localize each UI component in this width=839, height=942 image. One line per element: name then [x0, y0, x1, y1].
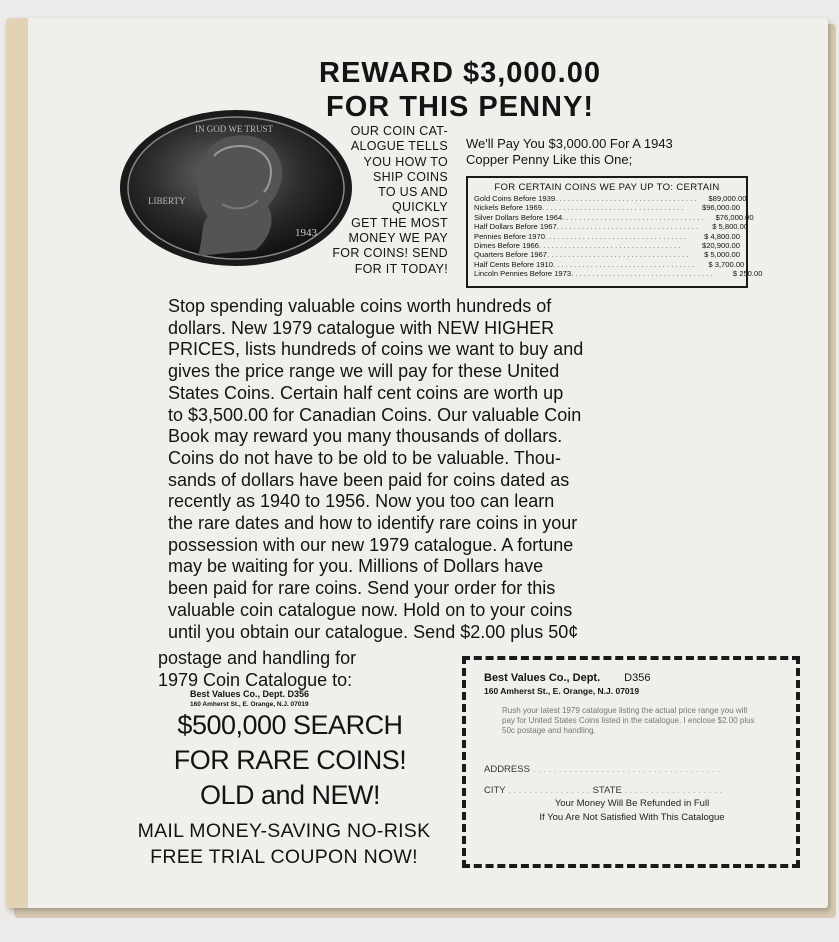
coupon-dept: D356 [624, 672, 651, 684]
body-line: until you obtain our catalogue. Send $2.00 plus 50¢ [168, 621, 579, 642]
mail-line: FREE TRIAL COUPON NOW! [150, 846, 418, 868]
coupon-fine-print: Rush your latest 1979 catalogue listing the actual price range you will pay for United States Coins listed in the catalogue. I enclose $2.00 plus 50c postage and handling. [502, 706, 755, 735]
price-item: Gold Coins Before 1939 [474, 194, 556, 203]
price-item: Lincoln Pennies Before 1973 [474, 269, 572, 279]
mail-line: MAIL MONEY-SAVING NO-RISK [137, 820, 431, 842]
catalogue-tells-text [330, 124, 448, 277]
address-field[interactable]: ADDRESS . . . . . . . . . . . . . . . . . . . . . . . . . . . . . . . . . . . . [484, 764, 720, 775]
city-state-field[interactable]: CITY . . . . . . . . . . . . . . . . STATE . . . . . . . . . . . . . . . . . . . [484, 785, 723, 796]
price-amount: $96,000.00 [701, 203, 740, 213]
price-amount: $ 5,000.00 [704, 250, 740, 260]
tells-line: YOU HOW TO [363, 154, 448, 169]
price-item: Silver Dollars Before 1964 [474, 212, 563, 222]
price-row: Quarters Before 1967 . . . . . . . . . . . . . . . . . . . . . . . . . . . . . . . . . . $ 5,000.00 [474, 250, 740, 260]
tells-line: MONEY WE PAY [348, 231, 448, 246]
body-line: possession with our new 1979 catalogue. A fortune [168, 534, 574, 555]
slogan-line: $500,000 SEARCH [177, 710, 403, 740]
tells-line: ALOGUE TELLS [350, 139, 448, 154]
price-row: Gold Coins Before 1939 . . . . . . . . . . . . . . . . . . . . . . . . . . . . . . . . . . $89,000.00 [474, 194, 747, 203]
price-list-title: FOR CERTAIN COINS WE PAY UP TO: CERTAIN [494, 182, 720, 193]
body-line: Book may reward you many thousands of dollars. [168, 426, 563, 447]
refund-line-1: Your Money Will Be Refunded in Full [554, 798, 710, 809]
body-copy [168, 296, 752, 643]
coin-top-text: IN GOD WE TRUST [195, 124, 273, 134]
body-line: States Coins. Certain half cent coins are worth up [168, 382, 564, 403]
mailing-address [190, 690, 309, 709]
tells-line: FOR COINS! SEND [332, 246, 448, 261]
price-item: Nickels Before 1969 [474, 203, 542, 213]
body-line: PRICES, lists hundreds of coins we want to buy and [168, 339, 584, 360]
slogan-line: FOR RARE COINS! [173, 745, 407, 775]
tells-line: TO US AND [378, 185, 448, 200]
address-line-2: 160 Amherst St., E. Orange, N.J. 07019 [190, 700, 309, 708]
body-line: to $3,500.00 for Canadian Coins. Our valuable Coin [168, 404, 582, 425]
city-label: CITY [484, 785, 506, 796]
pay-line: Copper Penny Like this One; [466, 152, 633, 167]
price-row: Pennies Before 1970 . . . . . . . . . . . . . . . . . . . . . . . . . . . . . . . . . . $ 4,800.00 [474, 231, 740, 241]
search-slogan [130, 708, 450, 813]
tells-line: SHIP COINS [372, 169, 448, 184]
tells-line: FOR IT TODAY! [354, 261, 448, 276]
body-line: sands of dollars have been paid for coins dated as [168, 469, 570, 490]
price-row: Lincoln Pennies Before 1973 . . . . . . . . . . . . . . . . . . . . . . . . . . . . . . . . . . $ 250.00 [474, 269, 763, 279]
page-edge [6, 18, 28, 908]
order-coupon [462, 656, 800, 868]
price-item: Half Dollars Before 1967 [474, 222, 557, 232]
pay-line: We'll Pay You $3,000.00 For A 1943 [466, 136, 673, 151]
address-line-1: Best Values Co., Dept. D356 [190, 689, 310, 699]
body-line: Stop spending valuable coins worth hundreds of [168, 296, 552, 316]
body-line: valuable coin catalogue now. Hold on to your coins [168, 599, 573, 620]
price-amount: $ 5,800.00 [712, 222, 749, 232]
body-line: dollars. New 1979 catalogue with NEW HIGHER [168, 317, 555, 338]
price-row: Half Cents Before 1910 . . . . . . . . . . . . . . . . . . . . . . . . . . . . . . . . . . $ 3,700.00 [474, 259, 745, 269]
tells-line: OUR COIN CAT- [350, 124, 448, 138]
price-item: Half Cents Before 1910 [474, 259, 553, 269]
price-amount: $20,900.00 [701, 241, 740, 251]
pay-offer-text [466, 136, 766, 168]
coupon-company-name: Best Values Co., Dept. [484, 672, 601, 684]
price-amount: $76,000.00 [715, 212, 754, 222]
body-line: Coins do not have to be old to be valuable. Thou- [168, 447, 561, 468]
body-line: the rare dates and how to identify rare coins in your [168, 513, 578, 534]
price-row: Half Dollars Before 1967 . . . . . . . . . . . . . . . . . . . . . . . . . . . . . . . . . . $ 5,800.00 [474, 222, 749, 232]
body-line: gives the price range we will pay for these United [168, 361, 560, 382]
tells-line: QUICKLY [391, 200, 448, 215]
body-line: 1979 Coin Catalogue to: [158, 669, 353, 690]
body-line: postage and handling for [158, 648, 357, 668]
penny-coin-image [118, 108, 354, 268]
body-copy-continued [158, 648, 448, 691]
state-label: STATE [592, 785, 622, 796]
price-amount: $ 4,800.00 [704, 231, 740, 241]
coupon-address: 160 Amherst St., E. Orange, N.J. 07019 [484, 686, 640, 696]
coupon-company [484, 672, 780, 684]
headline-line-2: FOR THIS PENNY! [326, 91, 594, 123]
price-amount: $89,000.00 [708, 194, 747, 203]
price-item: Quarters Before 1967 [474, 250, 548, 260]
price-amount: $ 3,700.00 [708, 259, 745, 269]
mail-coupon-callout [104, 818, 464, 870]
price-row: Silver Dollars Before 1964 . . . . . . . . . . . . . . . . . . . . . . . . . . . . . . . . . . $76,000.00 [474, 212, 754, 222]
slogan-line: OLD and NEW! [199, 780, 381, 810]
coin-year: 1943 [295, 227, 317, 239]
price-row: Dimes Before 1966 . . . . . . . . . . . . . . . . . . . . . . . . . . . . . . . . . . $20,900.00 [474, 241, 740, 251]
body-line: may be waiting for you. Millions of Dollars have [168, 556, 544, 577]
price-list-box [466, 176, 763, 288]
price-item: Dimes Before 1966 [474, 241, 540, 251]
coin-left-text: LIBERTY [148, 196, 186, 206]
body-line: been paid for rare coins. Send your order for this [168, 578, 556, 599]
headline-line-1: REWARD $3,000.00 [319, 57, 601, 89]
tells-line: GET THE MOST [351, 215, 448, 230]
body-line: recently as 1940 to 1956. Now you too can learn [168, 491, 555, 512]
price-item: Pennies Before 1970 [474, 231, 545, 241]
address-label: ADDRESS [484, 764, 530, 775]
price-amount: $ 250.00 [732, 269, 763, 279]
refund-line-2: If You Are Not Satisfied With This Catalogue [539, 812, 725, 823]
price-row: Nickels Before 1969 . . . . . . . . . . . . . . . . . . . . . . . . . . . . . . . . . . $96,000.00 [474, 203, 740, 213]
